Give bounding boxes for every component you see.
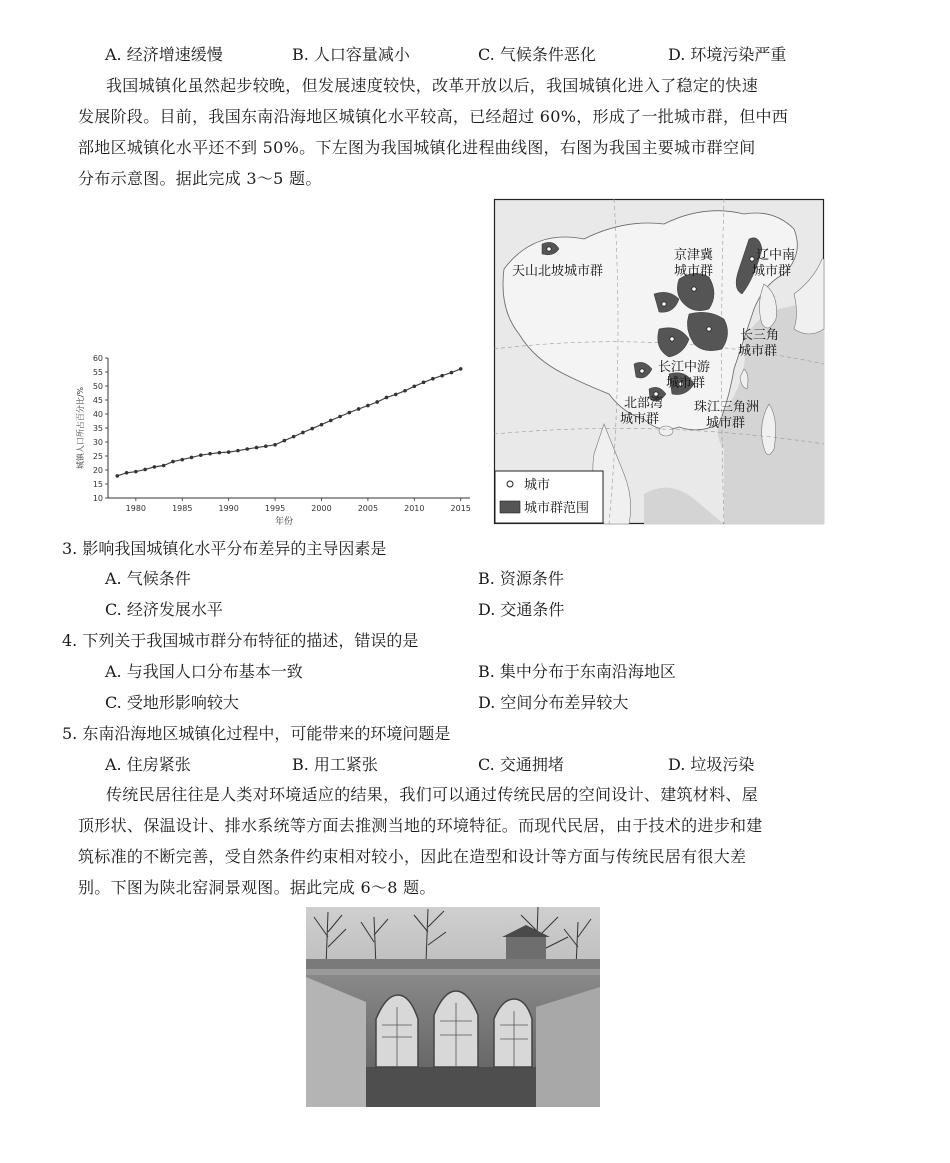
data-point: [310, 427, 314, 431]
q3-stem: 3. 影响我国城镇化水平分布差异的主导因素是: [62, 539, 387, 558]
passage-line: 别。下图为陕北窑洞景观图。据此完成 6～8 题。: [78, 878, 436, 897]
data-point: [357, 407, 361, 411]
data-point: [338, 415, 342, 419]
label-liaozhongnan-2: 城市群: [752, 264, 792, 279]
y-tick-label: 40: [92, 410, 103, 419]
x-tick-label: 1995: [264, 504, 286, 513]
y-tick-label: 30: [92, 438, 103, 447]
y-tick-label: 50: [92, 382, 103, 391]
data-point: [264, 444, 268, 448]
q5-option-a: A. 住房紧张: [105, 755, 191, 774]
label-changjiang-1: 长江中游: [658, 360, 711, 375]
cave-arch-door: [494, 999, 532, 1067]
data-point: [162, 464, 166, 468]
passage-urbanization: [78, 70, 848, 194]
y-tick-label: 45: [92, 396, 103, 405]
label-jingjinji-2: 城市群: [674, 264, 714, 279]
data-point: [329, 419, 333, 423]
data-points: [115, 367, 462, 478]
label-changsanjiao-1: 长三角: [740, 328, 780, 343]
data-point: [245, 447, 249, 451]
city-marker: [640, 369, 644, 373]
data-point: [218, 451, 222, 455]
q4-option-d: D. 空间分布差异较大: [478, 693, 629, 712]
x-tick-label: 1980: [125, 504, 147, 513]
q3-option-c: C. 经济发展水平: [105, 600, 223, 619]
q3-option-b: B. 资源条件: [478, 569, 564, 588]
q2-option-b: B. 人口容量减小: [292, 45, 410, 64]
data-point: [375, 400, 379, 404]
y-tick-label: 20: [92, 466, 103, 475]
city-marker: [692, 287, 696, 291]
q3-option-a: A. 气候条件: [105, 569, 191, 588]
y-tick-label: 35: [92, 424, 103, 433]
data-point: [440, 374, 444, 378]
q5-option-d: D. 垃圾污染: [668, 755, 755, 774]
data-point: [125, 471, 129, 475]
legend-region-icon: [500, 501, 520, 513]
q2-option-c: C. 气候条件恶化: [478, 45, 596, 64]
data-point: [236, 449, 240, 453]
data-point: [115, 474, 119, 478]
data-point: [320, 423, 324, 427]
data-point: [283, 439, 287, 443]
data-point: [366, 404, 370, 408]
q4-option-a: A. 与我国人口分布基本一致: [105, 662, 303, 681]
label-zhujiang-1: 珠江三角洲: [694, 400, 760, 415]
city-marker: [662, 302, 666, 306]
urbanization-line-chart: [78, 350, 478, 530]
x-tick-label: 2005: [357, 504, 379, 513]
data-point: [208, 452, 212, 456]
data-point: [394, 393, 398, 397]
passage-dwellings: [78, 779, 848, 903]
q5-option-c: C. 交通拥堵: [478, 755, 564, 774]
label-changsanjiao-2: 城市群: [738, 344, 778, 359]
q4-option-c: C. 受地形影响较大: [105, 693, 239, 712]
label-changjiang-2: 城市群: [666, 376, 706, 391]
y-tick-label: 25: [92, 452, 103, 461]
q2-option-a: A. 经济增速缓慢: [105, 45, 223, 64]
data-point: [450, 371, 454, 375]
x-tick-label: 2010: [404, 504, 425, 513]
distant-house: [506, 935, 546, 959]
hainan-island: [659, 426, 673, 436]
data-point: [431, 377, 435, 381]
label-beibuwan-2: 城市群: [620, 412, 660, 427]
label-tianshan: 天山北坡城市群: [512, 264, 604, 279]
passage-line: 发展阶段。目前，我国东南沿海地区城镇化水平较高，已经超过 60%，形成了一批城市群，但中西: [78, 107, 789, 126]
legend-city-label: 城市: [524, 478, 551, 493]
city-marker: [670, 337, 674, 341]
y-axis-label: 城镇人口所占百分比/%: [76, 386, 85, 470]
city-marker: [707, 327, 711, 331]
data-point: [459, 367, 463, 371]
x-tick-label: 2015: [450, 504, 471, 513]
data-point: [403, 389, 407, 393]
label-beibuwan-1: 北部湾: [624, 396, 664, 411]
data-point: [292, 435, 296, 439]
data-point: [134, 470, 138, 474]
q4-stem: 4. 下列关于我国城市群分布特征的描述，错误的是: [62, 631, 419, 650]
y-tick-label: 55: [92, 368, 103, 377]
label-zhujiang-2: 城市群: [706, 416, 746, 431]
passage-line: 我国城镇化虽然起步较晚，但发展速度较快，改革开放以后，我国城镇化进入了稳定的快速: [106, 76, 759, 95]
city-marker: [547, 247, 551, 251]
data-point: [273, 443, 277, 447]
x-ticks: [126, 498, 471, 513]
passage-line: 筑标准的不断完善，受自然条件约束相对较小，因此在造型和设计等方面与传统民居有很大差: [78, 847, 747, 866]
x-tick-label: 1990: [218, 504, 239, 513]
y-ticks: [93, 354, 108, 503]
y-tick-label: 10: [92, 494, 103, 503]
cave-arches: [376, 991, 532, 1067]
data-point: [190, 456, 194, 460]
x-axis-label: 年份: [274, 517, 294, 527]
data-point: [385, 396, 389, 400]
data-point: [348, 411, 352, 415]
city-cluster-map: [494, 199, 824, 524]
urbanization-series-line: [117, 369, 460, 476]
q3-option-d: D. 交通条件: [478, 600, 565, 619]
data-point: [413, 384, 417, 388]
passage-line: 分布示意图。据此完成 3～5 题。: [78, 169, 322, 188]
data-point: [422, 381, 426, 385]
y-tick-label: 15: [92, 480, 103, 489]
q4-option-b: B. 集中分布于东南沿海地区: [478, 662, 676, 681]
legend-city-icon: [507, 481, 513, 487]
data-point: [227, 450, 231, 454]
passage-line: 顶形状、保温设计、排水系统等方面去推测当地的环境特征。而现代民居，由于技术的进步和建: [78, 816, 763, 835]
q5-stem: 5. 东南沿海地区城镇化过程中，可能带来的环境问题是: [62, 724, 451, 743]
data-point: [255, 446, 259, 450]
data-point: [143, 468, 147, 472]
courtyard-floor: [366, 1067, 536, 1107]
q2-option-d: D. 环境污染严重: [668, 45, 787, 64]
passage-line: 部地区城镇化水平还不到 50%。下左图为我国城镇化进程曲线图，右图为我国主要城市群空间: [78, 138, 756, 157]
x-tick-label: 2000: [311, 504, 332, 513]
x-tick-label: 1985: [172, 504, 193, 513]
data-point: [171, 460, 175, 464]
courtyard-wall-right: [536, 987, 600, 1107]
data-point: [153, 465, 157, 469]
data-point: [301, 431, 305, 435]
city-marker: [750, 257, 754, 261]
data-point: [199, 453, 203, 457]
q5-option-b: B. 用工紧张: [292, 755, 378, 774]
label-jingjinji-1: 京津冀: [674, 248, 714, 263]
passage-line: 传统民居往往是人类对环境适应的结果，我们可以通过传统民居的空间设计、建筑材料、屋: [106, 785, 759, 804]
legend-region-label: 城市群范围: [524, 501, 590, 516]
y-tick-label: 60: [92, 354, 103, 363]
label-liaozhongnan-1: 辽中南: [756, 248, 796, 263]
data-point: [180, 458, 184, 462]
cave-dwelling-photo: [306, 907, 600, 1107]
